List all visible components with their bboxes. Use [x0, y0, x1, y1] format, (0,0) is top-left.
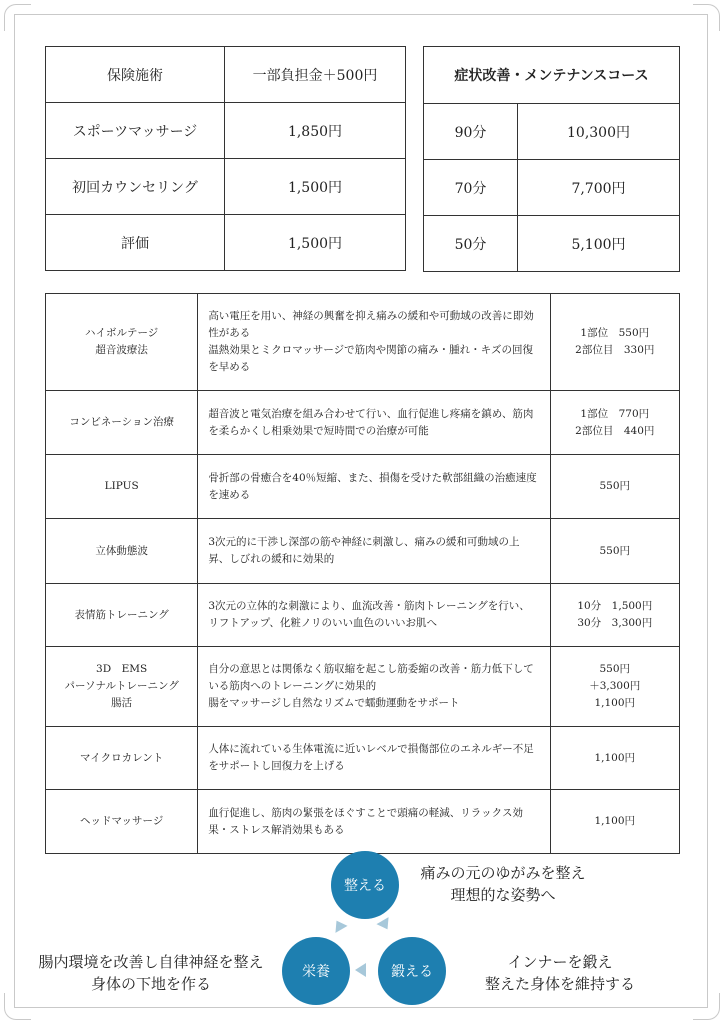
treatment-price: 550円 [550, 519, 679, 584]
course-duration: 50分 [424, 216, 518, 272]
table-row [424, 160, 680, 216]
service-price: 1,850円 [225, 103, 406, 159]
table-row [46, 584, 680, 647]
table-row [46, 455, 680, 519]
cycle-node-nutrition: 栄養 [282, 937, 350, 1005]
treatment-description: 自分の意思とは関係なく筋収縮を起こし筋委縮の改善・筋力低下している筋肉へのトレーニングに効果的 腸をマッサージし自然なリズムで蠕動運動をサポート [198, 647, 550, 727]
header-cell: 保険施術 [46, 47, 225, 103]
treatment-description: 高い電圧を用い、神経の興奮を抑え痛みの緩和や可動域の改善に即効性がある 温熱効果とミクロマッサージで筋肉や関節の痛み・腫れ・キズの回復を早める [198, 294, 550, 391]
service-name: 初回カウンセリング [46, 159, 225, 215]
table-row [46, 159, 406, 215]
treatment-name: マイクロカレント [46, 727, 198, 790]
corner-ornament [693, 4, 720, 31]
table-row [46, 391, 680, 455]
treatment-name: 3D EMS パーソナルトレーニング 腸活 [46, 647, 198, 727]
treatment-description: 血行促進し、筋肉の緊張をほぐすことで頭痛の軽減、リラックス効果・ストレス解消効果もある [198, 790, 550, 854]
cycle-caption-align: 痛みの元のゆがみを整え 理想的な姿勢へ [420, 864, 586, 904]
service-price: 1,500円 [225, 159, 406, 215]
course-title: 症状改善・メンテナンスコース [424, 47, 680, 104]
treatment-name: ハイボルテージ 超音波療法 [46, 294, 198, 391]
insurance-price-table [45, 46, 406, 271]
table-header-row [46, 47, 406, 103]
treatment-description: 3次元的に干渉し深部の筋や神経に刺激し、痛みの緩和可動域の上昇、しびれの緩和に効果的 [198, 519, 550, 584]
treatment-description: 3次元の立体的な刺激により、血流改善・筋肉トレーニングを行い、リフトアップ、化粧ノリのいい血色のいいお肌へ [198, 584, 550, 647]
table-row [424, 216, 680, 272]
treatment-name: コンビネーション治療 [46, 391, 198, 455]
treatment-description: 超音波と電気治療を組み合わせて行い、血行促進し疼痛を鎮め、筋肉を柔らかくし相乗効果で短時間での治療が可能 [198, 391, 550, 455]
cycle-caption-train: インナーを鍛え 整えた身体を維持する [484, 953, 635, 993]
table-row [46, 727, 680, 790]
treatment-price: 10分 1,500円 30分 3,300円 [550, 584, 679, 647]
table-header-row [424, 47, 680, 104]
course-duration: 90分 [424, 104, 518, 160]
cycle-node-train: 鍛える [378, 937, 446, 1005]
table-row [46, 790, 680, 854]
course-price-table [423, 46, 680, 272]
corner-ornament [4, 993, 31, 1020]
service-name: 評価 [46, 215, 225, 271]
treatment-name: ヘッドマッサージ [46, 790, 198, 854]
treatment-price: 1,100円 [550, 727, 679, 790]
cycle-arrow-icon [355, 963, 366, 977]
treatment-menu-table [45, 293, 680, 854]
table-row [46, 519, 680, 584]
treatment-price: 1,100円 [550, 790, 679, 854]
cycle-node-align: 整える [331, 851, 399, 919]
treatment-price: 1部位 770円 2部位目 440円 [550, 391, 679, 455]
service-name: スポーツマッサージ [46, 103, 225, 159]
treatment-name: 立体動態波 [46, 519, 198, 584]
table-row [46, 647, 680, 727]
treatment-description: 骨折部の骨癒合を40％短縮、また、損傷を受けた軟部組織の治癒速度を速める [198, 455, 550, 519]
treatment-description: 人体に流れている生体電流に近いレベルで損傷部位のエネルギー不足をサポートし回復力を上げる [198, 727, 550, 790]
corner-ornament [4, 4, 31, 31]
course-price: 5,100円 [518, 216, 680, 272]
treatment-price: 550円 [550, 455, 679, 519]
table-row [424, 104, 680, 160]
treatment-price: 1部位 550円 2部位目 330円 [550, 294, 679, 391]
header-cell: 一部負担金＋500円 [225, 47, 406, 103]
table-row [46, 215, 406, 271]
course-price: 10,300円 [518, 104, 680, 160]
course-duration: 70分 [424, 160, 518, 216]
treatment-name: LIPUS [46, 455, 198, 519]
treatment-price: 550円 ＋3,300円 1,100円 [550, 647, 679, 727]
corner-ornament [693, 993, 720, 1020]
service-price: 1,500円 [225, 215, 406, 271]
course-price: 7,700円 [518, 160, 680, 216]
table-row [46, 103, 406, 159]
treatment-name: 表情筋トレーニング [46, 584, 198, 647]
table-row [46, 294, 680, 391]
cycle-caption-nutrition: 腸内環境を改善し自律神経を整え 身体の下地を作る [38, 953, 264, 993]
